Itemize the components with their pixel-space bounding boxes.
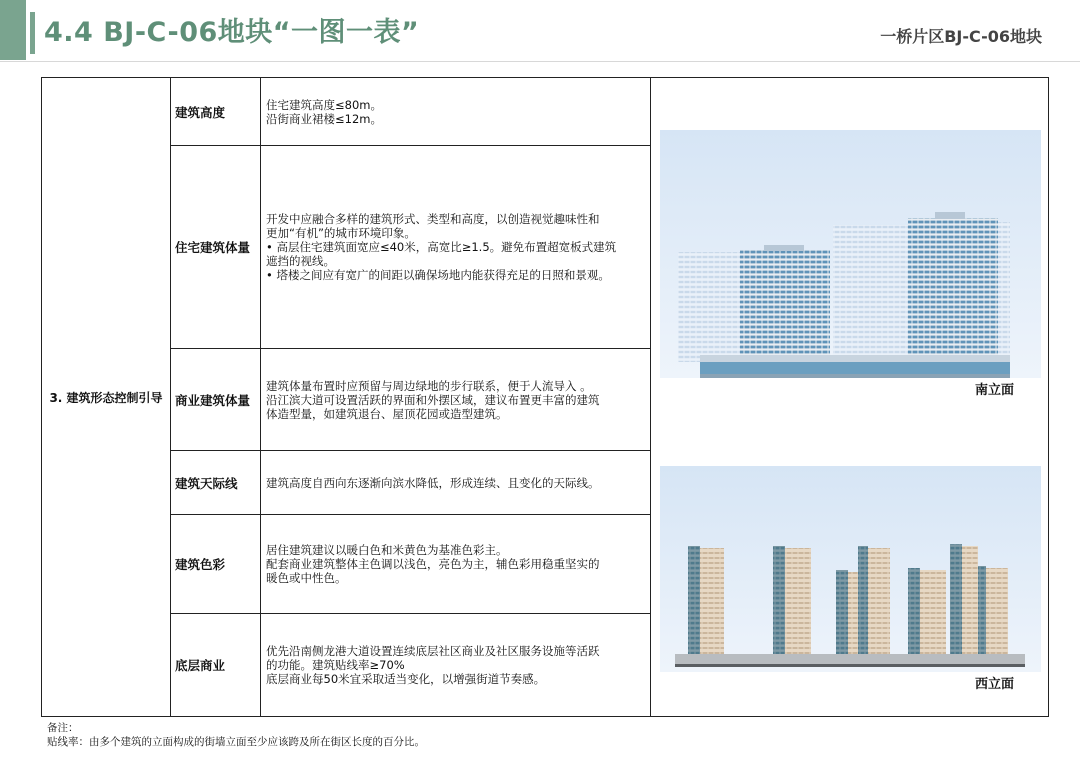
row-label-commercial-volume: 商业建筑体量 [175, 392, 251, 408]
south-elevation-image [660, 130, 1041, 378]
west-elevation-image [660, 466, 1041, 672]
text-line: 沿江滨大道可设置活跃的界面和外摆区域，建议布置更丰富的建筑 [266, 392, 600, 407]
row-text-residential-volume [261, 146, 650, 348]
ground [700, 374, 1010, 378]
row-label-residential-volume: 住宅建筑体量 [175, 240, 251, 255]
tower [868, 548, 890, 664]
podium-roof [700, 355, 1010, 363]
west-elevation-label: 西立面 [975, 677, 1015, 692]
text-line: 的功能。建筑贴线率≥70% [266, 658, 405, 672]
tower [740, 250, 830, 362]
note-text: 贴线率：由多个建筑的立面构成的街墙立面至少应该跨及所在街区长度的百分比。 [47, 736, 425, 748]
header-accent-block [0, 0, 26, 60]
header-accent-bar [30, 12, 35, 54]
row-text-ground-retail [261, 614, 650, 716]
podium [700, 362, 1010, 376]
text-line: 住宅建筑高度≤80m。 [266, 97, 382, 112]
podium [675, 654, 1025, 664]
row-label-color: 建筑色彩 [175, 557, 226, 572]
tower-side [950, 544, 962, 664]
row-text-skyline [261, 451, 650, 514]
text-line: 沿街商业裙楼≤12m。 [266, 111, 382, 126]
tower [920, 570, 946, 664]
tower-side [858, 546, 868, 664]
tower-ghost [678, 252, 740, 362]
row-text-color [261, 515, 650, 613]
note-title: 备注： [47, 722, 79, 734]
section-label: 一桥片区BJ-C-06地块 [880, 27, 1042, 46]
text-line: 开发中应融合多样的建筑形式、类型和高度，以创造视觉趣味性和 [266, 212, 600, 226]
text-line: • 塔楼之间应有宽广的间距以确保场地内能获得充足的日照和景观。 [266, 268, 610, 282]
text-line: 更加“有机”的城市环境印象。 [266, 226, 416, 240]
tower-roof [764, 245, 804, 251]
header-divider [0, 61, 1080, 62]
row-label-ground-retail: 底层商业 [175, 658, 226, 673]
tower-side [978, 566, 986, 664]
text-line: 配套商业建筑整体主色调以浅色，亮色为主，辅色彩用稳重坚实的 [266, 557, 600, 571]
table-divider [650, 78, 651, 716]
tower [700, 548, 724, 664]
text-line: 建筑体量布置时应预留与周边绿地的步行联系，便于人流导入 。 [266, 378, 592, 393]
page-title: 4.4 BJ-C-06地块“一图一表” [44, 17, 420, 48]
text-line: 底层商业每50米宜采取适当变化，以增强街道节奏感。 [266, 672, 546, 686]
text-line: 优先沿南侧龙港大道设置连续底层社区商业及社区服务设施等活跃 [266, 644, 600, 658]
row-label-skyline: 建筑天际线 [175, 475, 238, 491]
text-line: 建筑高度自西向东逐渐向滨水降低，形成连续、且变化的天际线。 [266, 475, 600, 490]
tower-side [836, 570, 848, 664]
category-cell: 3. 建筑形态控制引导 [49, 390, 163, 405]
text-line: 居住建筑建议以暖白色和米黄色为基准色彩主。 [266, 543, 508, 557]
tower [785, 548, 811, 664]
row-label-height: 建筑高度 [175, 104, 226, 120]
tower-roof [935, 212, 965, 219]
row-text-height [261, 78, 650, 145]
tower-side [688, 546, 700, 664]
ground [675, 664, 1025, 667]
tower-side [908, 568, 920, 664]
tower [986, 568, 1008, 664]
text-line: • 高层住宅建筑面宽应≤40米，高宽比≥1.5。避免布置超宽板式建筑 [266, 240, 617, 254]
tower-ghost [833, 225, 911, 362]
text-line: 遮挡的视线。 [266, 254, 335, 268]
south-elevation-label: 南立面 [975, 383, 1015, 398]
row-text-commercial-volume [261, 349, 650, 450]
text-line: 体造型量，如建筑退台、屋顶花园或造型建筑。 [266, 406, 508, 421]
tower-side [773, 546, 785, 664]
text-line: 暖色或中性色。 [266, 571, 347, 585]
tower [962, 546, 978, 664]
tower [908, 218, 998, 362]
